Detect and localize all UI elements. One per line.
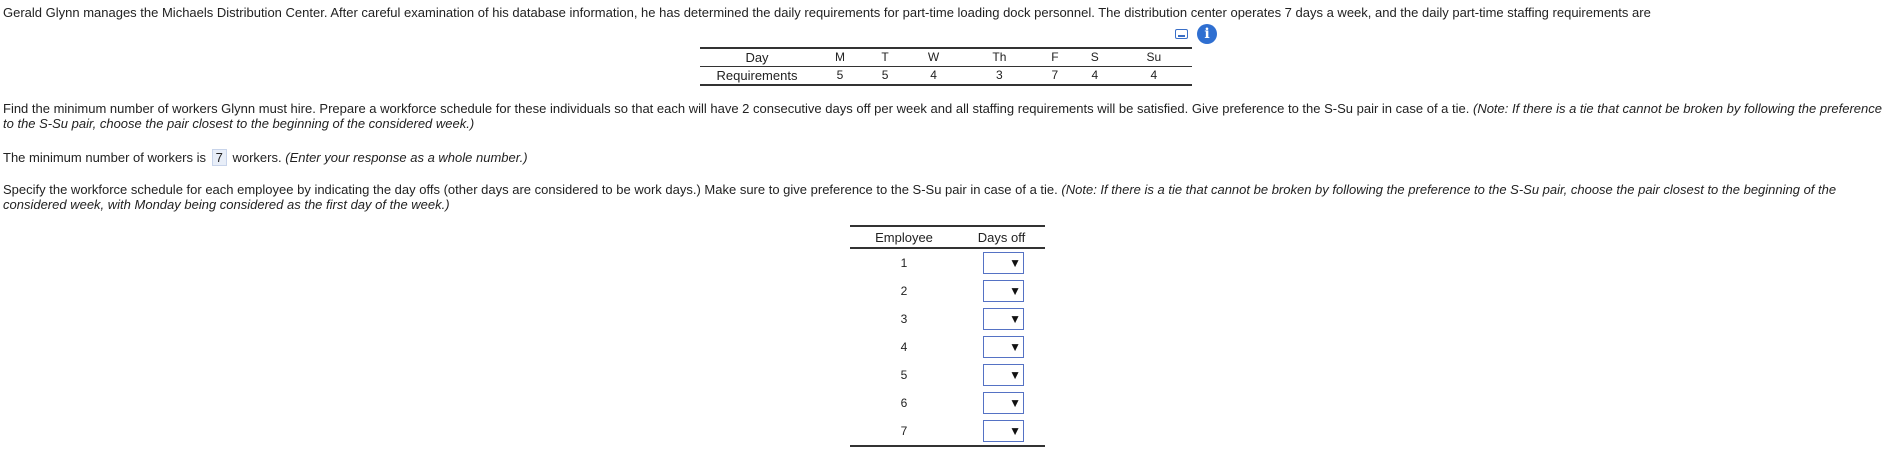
days-off-dropdown[interactable] — [983, 308, 1024, 330]
min-workers-answer[interactable]: 7 — [212, 149, 227, 166]
instructions-line1 — [3, 101, 1882, 116]
schedule-header — [850, 225, 1045, 249]
employee-number: 7 — [900, 424, 908, 438]
table-row — [850, 305, 1045, 333]
employee-number: 3 — [900, 312, 908, 326]
dropdown-arrow-icon: ▼ — [1009, 424, 1021, 438]
table-row — [850, 389, 1045, 417]
requirement-cell: 7 — [1036, 67, 1074, 86]
requirement-cell: 3 — [963, 67, 1036, 86]
table-row — [850, 249, 1045, 277]
instructions-note-line1: (Note: If there is a tie that cannot be broken by following the preference — [1472, 101, 1883, 116]
days-off-dropdown[interactable] — [983, 420, 1024, 442]
table-row — [850, 361, 1045, 389]
requirements-table — [700, 47, 1192, 86]
dropdown-arrow-icon: ▼ — [1009, 340, 1021, 354]
employee-number: 4 — [900, 340, 908, 354]
table-row — [850, 277, 1045, 305]
instructions-main: Find the minimum number of workers Glynn must hire. Prepare a workforce schedule for these individuals so that each will have 2 consecutive days off per week and all staffing requirements will be satisfied. Give preference to the S-Su pair in case of a tie. — [3, 101, 1470, 116]
table-row — [850, 333, 1045, 361]
day-cell: W — [904, 48, 963, 67]
requirements-row — [700, 67, 1192, 86]
day-cell: T — [866, 48, 904, 67]
min-workers-line — [3, 149, 528, 166]
day-cell: F — [1036, 48, 1074, 67]
days-off-dropdown[interactable] — [983, 280, 1024, 302]
dropdown-arrow-icon: ▼ — [1009, 256, 1021, 270]
row-header-requirements: Requirements — [700, 67, 814, 86]
header-days-off: Days off — [977, 229, 1026, 245]
employee-number: 2 — [900, 284, 908, 298]
toolbar-icons — [1175, 24, 1217, 44]
days-off-dropdown[interactable] — [983, 336, 1024, 358]
requirement-cell: 4 — [1074, 67, 1116, 86]
schedule-instructions-line1 — [3, 182, 1836, 197]
header-employee: Employee — [875, 229, 933, 245]
dropdown-arrow-icon: ▼ — [1009, 312, 1021, 326]
row-header-day: Day — [700, 48, 814, 67]
employee-number: 6 — [900, 396, 908, 410]
instructions-note-line2: to the S-Su pair, choose the pair closest to the beginning of the considered week.) — [3, 116, 475, 131]
day-cell: M — [814, 48, 866, 67]
day-row — [700, 48, 1192, 67]
info-icon[interactable]: i — [1197, 24, 1217, 44]
days-off-dropdown[interactable] — [983, 252, 1024, 274]
print-icon[interactable] — [1175, 29, 1188, 39]
dropdown-arrow-icon: ▼ — [1009, 284, 1021, 298]
dropdown-arrow-icon: ▼ — [1009, 396, 1021, 410]
employee-number: 5 — [900, 368, 908, 382]
schedule-table — [850, 225, 1045, 447]
min-workers-hint: (Enter your response as a whole number.) — [285, 150, 528, 165]
schedule-note-line1: (Note: If there is a tie that cannot be broken by following the preference to the S-Su pair, choose the pair closest to the beginning of the — [1061, 182, 1837, 197]
dropdown-arrow-icon: ▼ — [1009, 368, 1021, 382]
days-off-dropdown[interactable] — [983, 392, 1024, 414]
intro-text: Gerald Glynn manages the Michaels Distribution Center. After careful examination of his database information, he has determined the daily requirements for part-time loading dock personnel. The distribution center operates 7 days a week, and the daily part-time staffing requirements are — [3, 5, 1651, 20]
requirement-cell: 5 — [866, 67, 904, 86]
employee-number: 1 — [900, 256, 908, 270]
day-cell: S — [1074, 48, 1116, 67]
schedule-instructions-main: Specify the workforce schedule for each employee by indicating the day offs (other days are considered to be work days.) Make sure to give preference to the S-Su pair in case of a tie. — [3, 182, 1058, 197]
requirement-cell: 4 — [904, 67, 963, 86]
min-workers-prefix: The minimum number of workers is — [3, 150, 206, 165]
day-cell: Th — [963, 48, 1036, 67]
table-row — [850, 417, 1045, 447]
min-workers-suffix: workers. — [232, 150, 282, 165]
schedule-note-line2: considered week, with Monday being considered as the first day of the week.) — [3, 197, 450, 212]
day-cell: Su — [1116, 48, 1192, 67]
requirement-cell: 5 — [814, 67, 866, 86]
requirement-cell: 4 — [1116, 67, 1192, 86]
days-off-dropdown[interactable] — [983, 364, 1024, 386]
